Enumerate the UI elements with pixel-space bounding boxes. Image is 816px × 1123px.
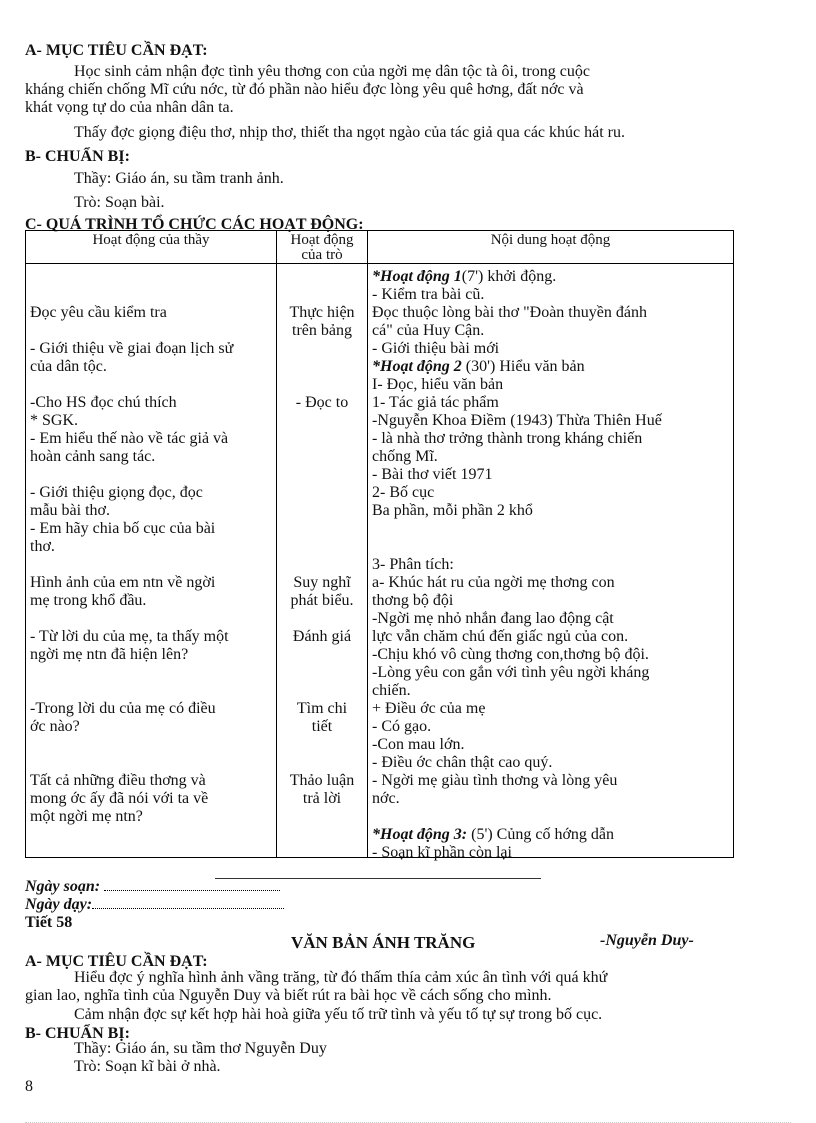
section-a-line-4: Thấy đợc giọng điệu thơ, nhịp thơ, thiết tha ngọt ngào của tác giả qua các khúc hát ru. (74, 124, 625, 141)
section-b-line-2: Trò: Soạn bài. (74, 194, 165, 211)
student-activity-line: Thực hiện (289, 304, 355, 321)
header-teacher: Hoạt động của thầy (26, 231, 277, 264)
content-activity-line: - Điều ớc chân thật cao quý. (372, 754, 553, 771)
student-activity-line: tiết (311, 718, 333, 735)
content-activity-line: lực vẫn chăm chú đến giấc ngủ của con. (372, 628, 629, 645)
content-activity-line: 2- Bố cục (372, 484, 435, 501)
student-activity-line: Đánh giá (292, 628, 352, 645)
teacher-activity-line: - Em hãy chia bố cục của bài (30, 520, 216, 537)
page-number: 8 (25, 1078, 33, 1095)
lesson2-section-a-line-2: gian lao, nghĩa tình của Nguyễn Duy và biết rút ra bài học về cách sống cho mình. (25, 987, 552, 1004)
student-activity-line: Tìm chi (296, 700, 348, 717)
content-activity-line: -Lòng yêu con gắn với tình yêu ngời kháng (372, 664, 650, 681)
content-activity-line: chống Mĩ. (372, 448, 438, 465)
student-activity-line: trả lời (302, 790, 342, 807)
section-c-heading: C- QUÁ TRÌNH TỔ CHỨC CÁC HOẠT ĐỘNG: (25, 216, 364, 233)
lesson-author: -Nguyễn Duy- (600, 932, 694, 949)
teacher-activity-line: * SGK. (30, 412, 79, 429)
content-activity-line: cá" của Huy Cận. (372, 322, 485, 339)
lesson2-section-b-heading: B- CHUẨN BỊ: (25, 1025, 130, 1042)
content-activity-line: a- Khúc hát ru của ngời mẹ thơng con (372, 574, 615, 591)
student-activity-line: Suy nghĩ (293, 574, 351, 591)
content-activity-line: -Ngời mẹ nhỏ nhắn đang lao động cật (372, 610, 614, 627)
section-a-heading: A- MỤC TIÊU CẦN ĐẠT: (25, 42, 208, 59)
ngay-day-dots (92, 898, 284, 909)
ngay-day-label: Ngày dạy: (25, 896, 284, 914)
content-activity-line: nớc. (372, 790, 400, 807)
lesson2-section-b-line-2: Trò: Soạn kĩ bài ở nhà. (74, 1058, 221, 1075)
teacher-activity-line: mẹ trong khổ đầu. (30, 592, 147, 609)
content-activity-line: + Điều ớc của mẹ (372, 700, 486, 717)
student-column (277, 264, 368, 858)
header-content: Nội dung hoạt động (368, 231, 734, 264)
student-activity-line: Thảo luận (289, 772, 355, 789)
teacher-activity-line: Hình ảnh của em ntn về ngời (30, 574, 216, 591)
teacher-activity-line: Tất cả những điều thơng và (30, 772, 206, 789)
teacher-activity-line: của dân tộc. (30, 358, 107, 375)
header-student: Hoạt động của trò (277, 231, 368, 264)
teacher-activity-line: - Giới thiệu giọng đọc, đọc (30, 484, 203, 501)
content-activity-line: - Ngời mẹ giàu tình thơng và lòng yêu (372, 772, 618, 789)
teacher-activity-line: một ngời mẹ ntn? (30, 808, 143, 825)
section-a-line-3: khát vọng tự do của nhân dân ta. (25, 99, 234, 116)
student-activity-line: - Đọc to (295, 394, 349, 411)
lesson2-section-a-heading: A- MỤC TIÊU CẦN ĐẠT: (25, 953, 208, 970)
lesson-title: VĂN BẢN ÁNH TRĂNG (291, 933, 476, 952)
lesson2-section-a-line-3: Cảm nhận đợc sự kết hợp hài hoà giữa yếu tố trữ tình và yếu tố tự sự trong bố cục. (74, 1006, 603, 1023)
teacher-activity-line: thơ. (30, 538, 55, 555)
content-activity-line: 3- Phân tích: (372, 556, 454, 573)
teacher-activity-line: - Em hiểu thế nào về tác giả và (30, 430, 229, 447)
ngay-soan-dots (104, 880, 280, 891)
teacher-activity-line: mẫu bài thơ. (30, 502, 110, 519)
ngay-soan-label: Ngày soạn: (25, 878, 280, 896)
student-activity-line: phát biểu. (290, 592, 354, 609)
content-activity-line: - Giới thiệu bài mới (372, 340, 500, 357)
teacher-activity-line: - Từ lời du của mẹ, ta thấy một (30, 628, 229, 645)
content-activity-line: *Hoạt động 1(7') khởi động. (372, 268, 557, 285)
section-b-heading: B- CHUẨN BỊ: (25, 148, 130, 165)
teacher-activity-line: -Trong lời du của mẹ có điều (30, 700, 216, 717)
content-activity-line: -Chịu khó vô cùng thơng con,thơng bộ đội. (372, 646, 649, 663)
teacher-activity-line: - Giới thiệu về giai đoạn lịch sử (30, 340, 234, 357)
lesson2-section-b-line-1: Thầy: Giáo án, su tầm thơ Nguyễn Duy (74, 1040, 327, 1057)
teacher-activity-line: hoàn cảnh sang tác. (30, 448, 156, 465)
content-activity-line: - Kiểm tra bài cũ. (372, 286, 485, 303)
lesson2-section-a-line-1: Hiểu đợc ý nghĩa hình ảnh vầng trăng, từ đó thấm thía cảm xúc ân tình với quá khứ (74, 969, 608, 986)
section-a-line-1: Học sinh cảm nhận đợc tình yêu thơng con của ngời mẹ dân tộc tà ôi, trong cuộc (74, 63, 590, 80)
content-activity-line: - Có gạo. (372, 718, 432, 735)
content-activity-line: chiến. (372, 682, 411, 699)
content-activity-line: *Hoạt động 3: (5') Củng cố hớng dẫn (372, 826, 614, 843)
teacher-activity-line: mong ớc ấy đã nói với ta về (30, 790, 209, 807)
student-activity-line: trên bảng (292, 322, 352, 339)
content-activity-line: 1- Tác giả tác phẩm (372, 394, 499, 411)
content-activity-line: - Soạn kĩ phần còn lại (372, 844, 512, 861)
content-activity-line: *Hoạt động 2 (30') Hiểu văn bản (372, 358, 585, 375)
teacher-activity-line: ớc nào? (30, 718, 80, 735)
content-activity-line: Đọc thuộc lòng bài thơ "Đoàn thuyền đánh (372, 304, 647, 321)
activity-table (25, 230, 734, 861)
content-activity-line: thơng bộ đội (372, 592, 454, 609)
teacher-activity-line: ngời mẹ ntn đã hiện lên? (30, 646, 189, 663)
teacher-activity-line: Đọc yêu cầu kiểm tra (30, 304, 167, 321)
content-activity-line: -Con mau lớn. (372, 736, 465, 753)
content-activity-line: Ba phần, mỗi phần 2 khổ (372, 502, 533, 519)
content-activity-line: -Nguyễn Khoa Điềm (1943) Thừa Thiên Huế (372, 412, 662, 429)
content-activity-line: - là nhà thơ trởng thành trong kháng chiến (372, 430, 643, 447)
content-activity-line: I- Đọc, hiểu văn bản (372, 376, 504, 393)
section-a-line-2: kháng chiến chống Mĩ cứu nớc, từ đó phần nào hiểu đợc lòng yêu quê hơng, đất nớc và (25, 81, 584, 98)
tiet-label: Tiết 58 (25, 914, 73, 931)
teacher-column (26, 264, 277, 858)
content-column (368, 264, 734, 861)
content-activity-line: - Bài thơ viết 1971 (372, 466, 493, 483)
section-b-line-1: Thầy: Giáo án, su tầm tranh ảnh. (74, 170, 284, 187)
teacher-activity-line: -Cho HS đọc chú thích (30, 394, 177, 411)
